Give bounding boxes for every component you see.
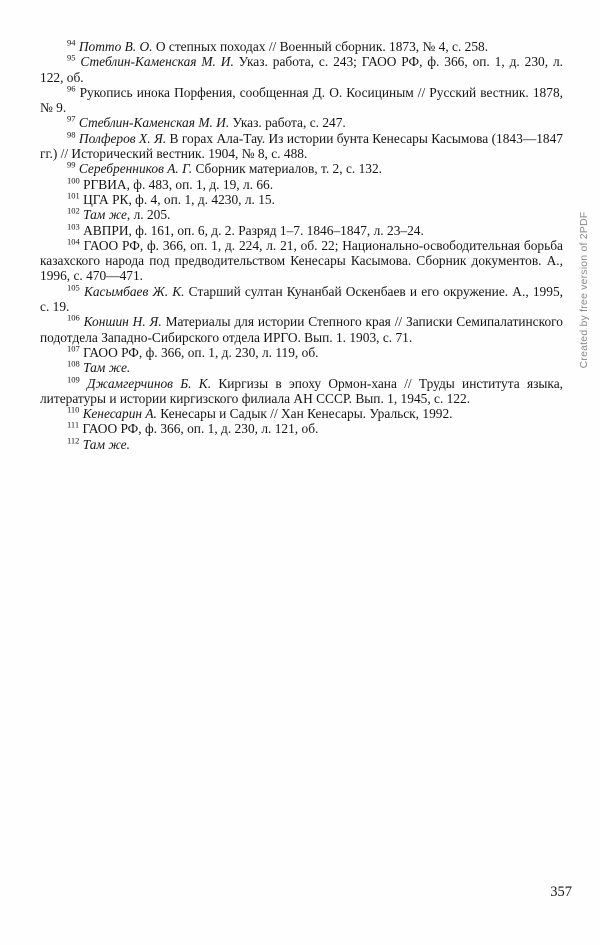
footnote-author-or-idem: Кенесарин А.: [82, 406, 157, 422]
footnote-author-or-idem: Серебренников А. Г.: [78, 161, 193, 177]
footnote-text: АВПРИ, ф. 161, оп. 6, д. 2. Разряд 1–7. 1846–1847, л. 23–24.: [83, 222, 424, 238]
footnote-text: Указ. работа, с. 247.: [229, 115, 346, 131]
footnote-number: 94: [67, 37, 76, 48]
footnote-96: [40, 85, 563, 116]
footnote-text: ГАОО РФ, ф. 366, оп. 1, д. 230, л. 121, об.: [82, 421, 319, 437]
footnote-text: ЦГА РК, ф. 4, оп. 1, д. 4230, л. 15.: [83, 191, 275, 207]
footnote-text: РГВИА, ф. 483, оп. 1, д. 19, л. 66.: [83, 176, 274, 192]
footnote-109: [40, 376, 563, 407]
pdf-watermark: Created by free version of 2PDF: [578, 211, 590, 369]
footnote-105: [40, 284, 563, 315]
footnote-number: 98: [67, 129, 76, 140]
footnote-text: Материалы для истории Степного края // Записки Семипалатинского подотдела Западно-Сибирского отдела ИРГО. Вып. 1. 1903, с. 71.: [40, 314, 563, 345]
footnote-text: Сборник материалов, т. 2, с. 132.: [192, 161, 383, 177]
footnote-112: [40, 437, 563, 452]
footnote-text: В горах Ала-Тау. Из истории бунта Кенесары Касымова (1843—1847 гг.) // Исторический вестник. 1904, № 8, с. 488.: [40, 130, 563, 162]
footnote-author-or-idem: Джамгерчинов Б. К.: [87, 375, 212, 391]
footnote-text: , л. 205.: [126, 207, 171, 223]
footnotes-block: [40, 39, 563, 452]
footnote-author-or-idem: Касымбаев Ж. К.: [83, 283, 185, 299]
footnote-95: [40, 54, 563, 85]
footnote-text: Рукопись инока Порфения, сообщенная Д. О. Косициным // Русский вестник. 1878, № 9.: [40, 84, 563, 116]
footnote-number: 99: [67, 159, 76, 170]
footnote-107: [40, 345, 563, 360]
footnote-100: [40, 177, 563, 192]
footnote-number: 102: [67, 205, 80, 216]
footnote-number: 95: [67, 52, 76, 63]
footnote-number: 105: [67, 282, 80, 293]
footnote-106: [40, 314, 563, 345]
footnote-99: [40, 161, 563, 176]
footnote-author-or-idem: Коншин Н. Я.: [83, 314, 162, 330]
footnote-number: 101: [67, 190, 80, 201]
footnote-text: О степных походах // Военный сборник. 1873, № 4, с. 258.: [152, 39, 489, 54]
footnote-number: 107: [67, 343, 80, 354]
page-number: 357: [550, 884, 572, 900]
footnote-author-or-idem: Полферов Х. Я.: [78, 130, 167, 146]
footnote-author-or-idem: Там же.: [82, 436, 130, 452]
footnote-number: 103: [67, 221, 80, 232]
footnote-author-or-idem: Там же: [83, 207, 127, 223]
footnote-text: Старший султан Кунанбай Оскенбаев и его окружение. А., 1995, с. 19.: [40, 283, 563, 315]
footnote-102: [40, 207, 563, 222]
footnote-author-or-idem: Стеблин-Каменская М. И.: [80, 54, 234, 70]
footnote-104: [40, 238, 563, 284]
footnote-103: [40, 223, 563, 238]
footnote-text: Кенесары и Садык // Хан Кенесары. Уральск, 1992.: [156, 406, 453, 422]
footnote-number: 108: [67, 358, 80, 369]
footnote-number: 97: [67, 114, 76, 125]
footnote-number: 104: [67, 236, 80, 247]
footnote-108: [40, 360, 563, 375]
footnote-111: [40, 421, 563, 436]
footnote-author-or-idem: Там же.: [83, 360, 131, 376]
footnote-97: [40, 115, 563, 130]
footnote-98: [40, 131, 563, 162]
footnote-number: 110: [67, 404, 80, 415]
footnote-number: 106: [67, 312, 80, 323]
footnote-text: ГАОО РФ, ф. 366, оп. 1, д. 224, л. 21, об. 22; Национально-освободительная борьба казахского народа под предводительством Кенесары Касымова. Сборник документов. А., 1996, с. 470—471.: [40, 237, 563, 284]
footnote-text: ГАОО РФ, ф. 366, оп. 1, д. 230, л. 119, об.: [83, 344, 319, 360]
footnote-author-or-idem: Потто В. О.: [78, 39, 153, 54]
footnote-110: [40, 406, 563, 421]
footnote-number: 111: [67, 419, 80, 430]
footnote-text: Киргизы в эпоху Ормон-хана // Труды института языка, литературы и истории киргизского филиала АН СССР. Вып. 1, 1945, с. 122.: [40, 375, 563, 406]
footnote-text: Указ. работа, с. 243; ГАОО РФ, ф. 366, оп. 1, д. 230, л. 122, об.: [40, 54, 563, 85]
footnote-number: 112: [67, 435, 80, 446]
footnote-number: 100: [67, 175, 80, 186]
footnote-number: 96: [67, 83, 76, 94]
footnote-94: [40, 39, 563, 54]
footnote-101: [40, 192, 563, 207]
footnote-author-or-idem: Стеблин-Каменская М. И.: [78, 115, 230, 131]
footnote-number: 109: [67, 374, 80, 385]
